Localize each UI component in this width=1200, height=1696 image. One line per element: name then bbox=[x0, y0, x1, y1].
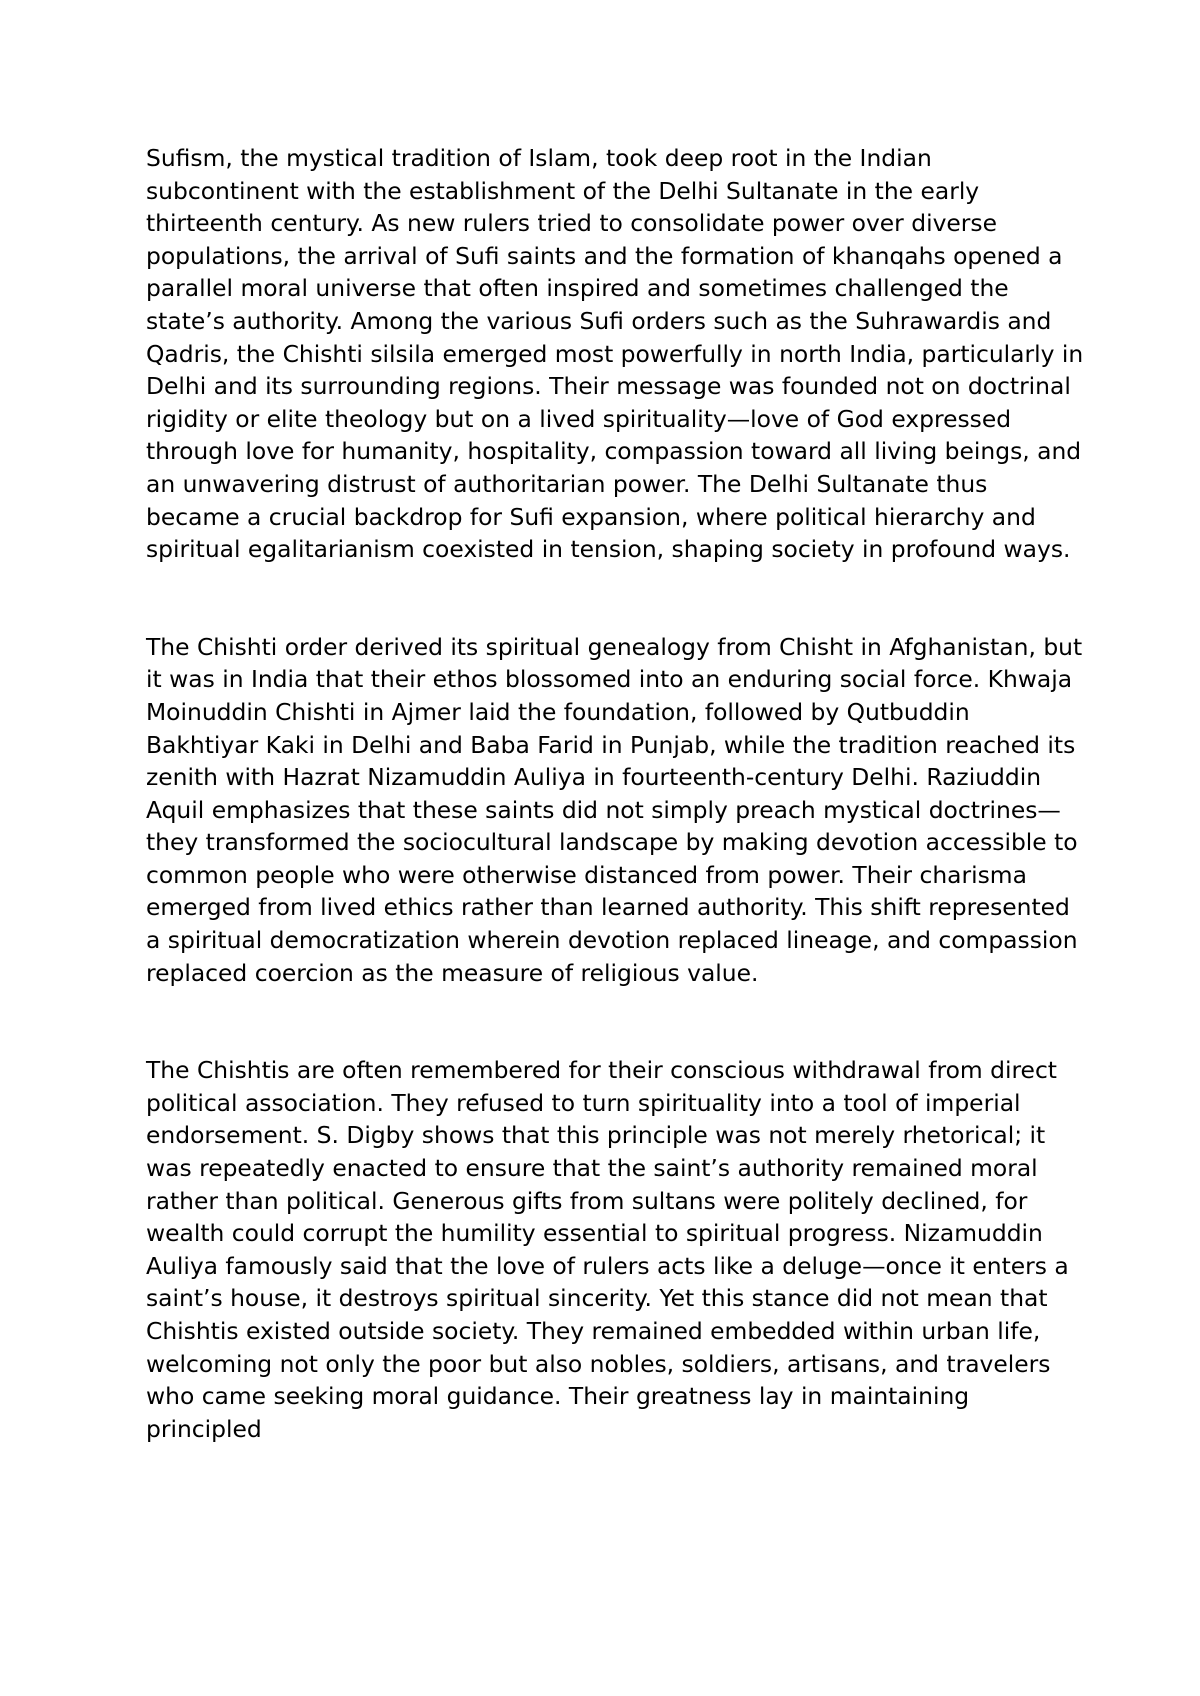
paragraph-1: Sufism, the mystical tradition of Islam, took deep root in the Indian subcontinent with the establishment of the Delhi Sultanate in the early thirteenth century. As new rulers tried to consolidate power over diverse populations, the arrival of Sufi saints and the formation of khanqahs opened a parallel moral universe that often inspired and sometimes challenged the state’s authority. Among the various Sufi orders such as the Suhrawardis and Qadris, the Chishti silsila emerged most powerfully in north India, particularly in Delhi and its surrounding regions. Their message was founded not on doctrinal rigidity or elite theology but on a lived spirituality—love of God expressed through love for humanity, hospitality, compassion toward all living beings, and an unwavering distrust of authoritarian power. The Delhi Sultanate thus became a crucial backdrop for Sufi expansion, where political hierarchy and spiritual egalitarianism coexisted in tension, shaping society in profound ways. bbox=[146, 144, 1084, 564]
text-column bbox=[146, 142, 1086, 1445]
paragraph-2: The Chishti order derived its spiritual genealogy from Chisht in Afghanistan, but it was in India that their ethos blossomed into an enduring social force. Khwaja Moinuddin Chishti in Ajmer laid the foundation, followed by Qutbuddin Bakhtiyar Kaki in Delhi and Baba Farid in Punjab, while the tradition reached its zenith with Hazrat Nizamuddin Auliya in fourteenth-century Delhi. Raziuddin Aquil emphasizes that these saints did not simply preach mystical doctrines—they transformed the sociocultural landscape by making devotion accessible to common people who were otherwise distanced from power. Their charisma emerged from lived ethics rather than learned authority. This shift represented a spiritual democratization wherein devotion replaced lineage, and compassion replaced coercion as the measure of religious value. bbox=[146, 632, 1083, 987]
paragraph-3: The Chishtis are often remembered for their conscious withdrawal from direct political association. They refused to turn spirituality into a tool of imperial endorsement. S. Digby shows that this principle was not merely rhetorical; it was repeatedly enacted to ensure that the saint’s authority remained moral rather than political. Generous gifts from sultans were politely declined, for wealth could corrupt the humility essential to spiritual progress. Nizamuddin Auliya famously said that the love of rulers acts like a deluge—once it enters a saint’s house, it destroys spiritual sincerity. Yet this stance did not mean that Chishtis existed outside society. They remained embedded within urban life, welcoming not only the poor but also nobles, soldiers, artisans, and travelers who came seeking moral guidance. Their greatness lay in maintaining principled bbox=[146, 1056, 1069, 1443]
